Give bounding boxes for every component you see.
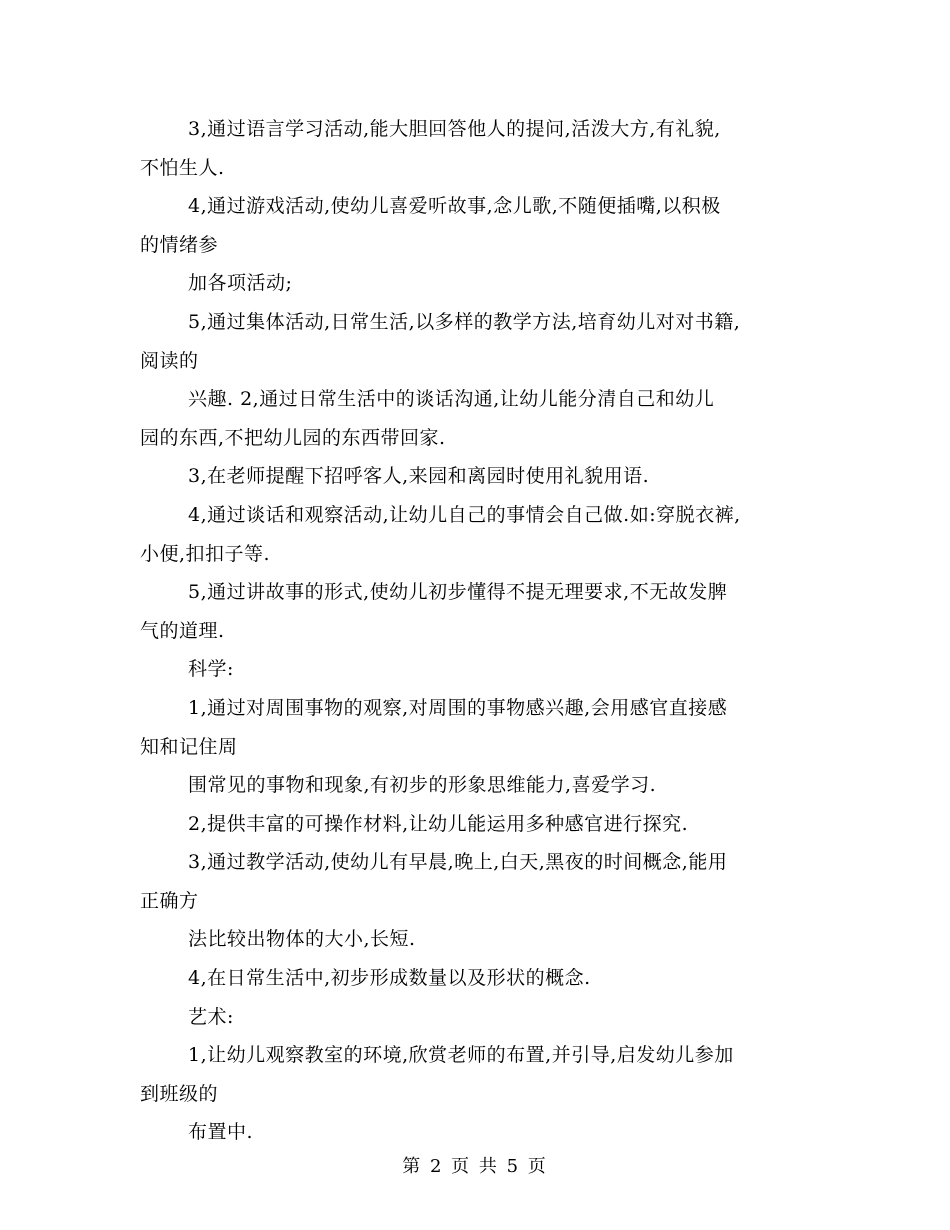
text-line: 小便,扣扣子等. bbox=[140, 542, 271, 565]
text-line: 2,提供丰富的可操作材料,让幼儿能运用多种感官进行探究. bbox=[188, 812, 689, 835]
text-line: 4,在日常生活中,初步形成数量以及形状的概念. bbox=[188, 967, 591, 990]
text-line: 正确方 bbox=[140, 889, 199, 912]
text-line: 兴趣. 2,通过日常生活中的谈话沟通,让幼儿能分清自己和幼儿 bbox=[188, 388, 715, 411]
text-line: 艺术: bbox=[188, 1005, 234, 1028]
text-line: 5,通过讲故事的形式,使幼儿初步懂得不提无理要求,不无故发脾 bbox=[188, 581, 728, 604]
text-line: 1,让幼儿观察教室的环境,欣赏老师的布置,并引导,启发幼儿参加 bbox=[188, 1044, 734, 1067]
text-line: 的情绪参 bbox=[140, 233, 219, 256]
text-line: 3,在老师提醒下招呼客人,来园和离园时使用礼貌用语. bbox=[188, 465, 650, 488]
text-line: 气的道理. bbox=[140, 619, 225, 642]
text-line: 布置中. bbox=[188, 1121, 254, 1144]
text-line: 知和记住周 bbox=[140, 735, 238, 758]
text-line: 科学: bbox=[188, 658, 234, 681]
text-line: 阅读的 bbox=[140, 349, 199, 372]
text-line: 围常见的事物和现象,有初步的形象思维能力,喜爱学习. bbox=[188, 774, 657, 797]
text-line: 法比较出物体的大小,长短. bbox=[188, 928, 416, 951]
text-line: 不怕生人. bbox=[140, 156, 225, 179]
text-line: 4,通过谈话和观察活动,让幼儿自己的事情会自己做.如:穿脱衣裤, bbox=[188, 503, 741, 526]
text-line: 5,通过集体活动,日常生活,以多样的教学方法,培育幼儿对对书籍, bbox=[188, 310, 741, 333]
text-line: 4,通过游戏活动,使幼儿喜爱听故事,念儿歌,不随便插嘴,以积极 bbox=[188, 195, 721, 218]
text-line: 3,通过教学活动,使幼儿有早晨,晚上,白天,黑夜的时间概念,能用 bbox=[188, 851, 728, 874]
document-body bbox=[140, 110, 820, 1152]
text-line: 加各项活动; bbox=[188, 272, 293, 295]
text-line: 园的东西,不把幼儿园的东西带回家. bbox=[140, 426, 446, 449]
text-line: 到班级的 bbox=[140, 1082, 219, 1105]
page-footer: 第 2 页 共 5 页 bbox=[402, 1156, 548, 1177]
text-line: 1,通过对周围事物的观察,对周围的事物感兴趣,会用感官直接感 bbox=[188, 696, 728, 719]
text-line: 3,通过语言学习活动,能大胆回答他人的提问,活泼大方,有礼貌, bbox=[188, 118, 721, 140]
